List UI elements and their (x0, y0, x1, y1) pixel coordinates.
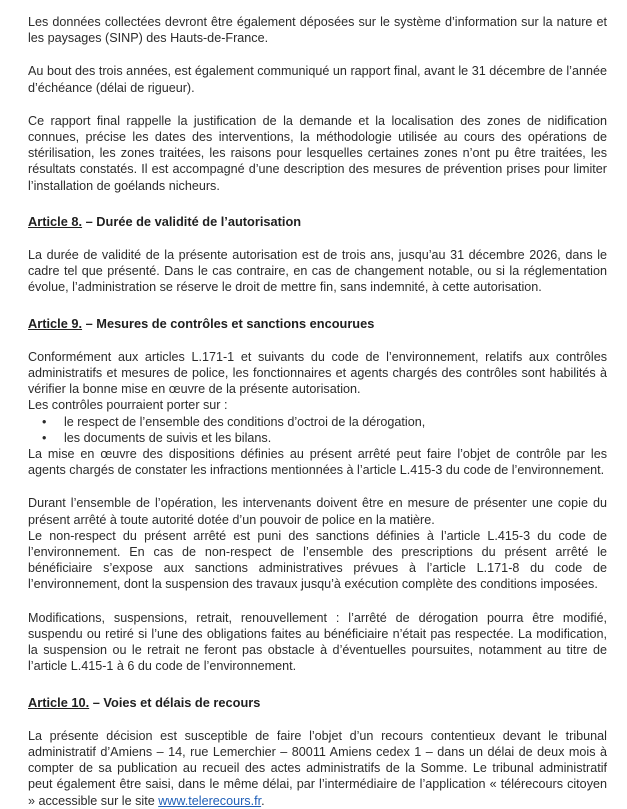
paragraph-rapport-contenu: Ce rapport final rappelle la justification de la demande et la localisation des zones de nidification connues, précise les dates des interventions, la méthodologie utilisée au cours des opérations de stérilisation, les zones traitées, les raisons pour lesquelles certaines zones n’ont pu être traitées, les résultats constatés. Il est accompagné d’une description des mesures de prévention prises pour limiter l’installation de goélands nicheurs. (28, 113, 607, 193)
article-10-number: Article 10. (28, 694, 90, 710)
article-9-paragraph-5: Modifications, suspensions, retrait, renouvellement : l’arrêté de dérogation pourra être modifié, suspendu ou retiré si l’une des obligations faites au bénéficiaire n’était pas respectée. La modification, la suspension ou le retrait ne feront pas obstacle à d’éventuelles poursuites, notamment au titre de l’article L.415-1 à 6 du code de l’environnement. (28, 610, 607, 674)
article-8-title: – Durée de validité de l’autorisation (82, 213, 302, 229)
article-9-heading (28, 316, 607, 332)
article-10-paragraph (28, 728, 607, 809)
article-10-heading (28, 695, 607, 711)
paragraph-rapport-final: Au bout des trois années, est également communiqué un rapport final, avant le 31 décembre de l’année d’échéance (délai de rigueur). (28, 64, 607, 95)
article-9-number: Article 9. (28, 315, 83, 331)
article-10-text-end: . (261, 793, 265, 808)
article-9-list-intro: Les contrôles pourraient porter sur : (28, 398, 228, 413)
article-8-number: Article 8. (28, 213, 83, 229)
article-9-paragraph-2: La mise en œuvre des dispositions définies au présent arrêté peut faire l’objet de contrôle par les agents chargés de constater les infractions mentionnées à l’article L.415-3 du code de l’environnement. (28, 447, 607, 478)
article-9-list (28, 414, 607, 446)
article-8-paragraph: La durée de validité de la présente autorisation est de trois ans, jusqu’au 31 décembre 2026, dans le cadre tel que présenté. Dans le cas contraire, en cas de changement notable, ou si la réglementation évolue, l’administration se réserve le droit de mettre fin, sans indemnité, à cette autorisation. (28, 248, 607, 295)
list-item: • le respect de l’ensemble des conditions d’octroi de la dérogation, (42, 414, 607, 430)
telerecours-link[interactable]: www.telerecours.fr (158, 793, 262, 808)
article-9-title: – Mesures de contrôles et sanctions encourues (82, 315, 375, 331)
paragraph-sinp: Les données collectées devront être également déposées sur le système d’information sur la nature et les paysages (SINP) des Hauts-de-France. (28, 15, 607, 46)
article-9-paragraph-4: Le non-respect du présent arrêté est puni des sanctions définies à l’article L.415-3 du code de l’environnement. En cas de non-respect de l’ensemble des prescriptions du présent arrêté le bénéficiaire s’expose aux sanctions administratives prévues à l’article L.171-8 du code de l’environnement, dont la suspension des travaux jusqu’à exécution complète des conditions imposées. (28, 528, 607, 592)
article-10-title: – Voies et délais de recours (89, 694, 261, 710)
list-item: • les documents de suivis et les bilans. (42, 430, 607, 446)
article-8-heading (28, 214, 607, 230)
article-9-paragraph-1: Conformément aux articles L.171-1 et suivants du code de l’environnement, relatifs aux contrôles administratifs et mesures de police, les fonctionnaires et agents chargés des contrôles sont habilités à vérifier la bonne mise en œuvre de la présente autorisation. (28, 349, 607, 397)
article-10-text: La présente décision est susceptible de faire l’objet d’un recours contentieux devant le tribunal administratif d’Amiens – 14, rue Lemerchier – 80011 Amiens cedex 1 – dans un délai de deux mois à compter de sa publication au recueil des actes administratifs de la Somme. Le tribunal administratif peut également être saisi, dans le même délai, par l’intermédiaire de l’application « télérecours citoyen » accessible sur le site (28, 728, 607, 808)
article-9-paragraph-3: Durant l’ensemble de l’opération, les intervenants doivent être en mesure de présenter une copie du présent arrêté à toute autorité dotée d’un pouvoir de police en la matière. (28, 496, 607, 527)
